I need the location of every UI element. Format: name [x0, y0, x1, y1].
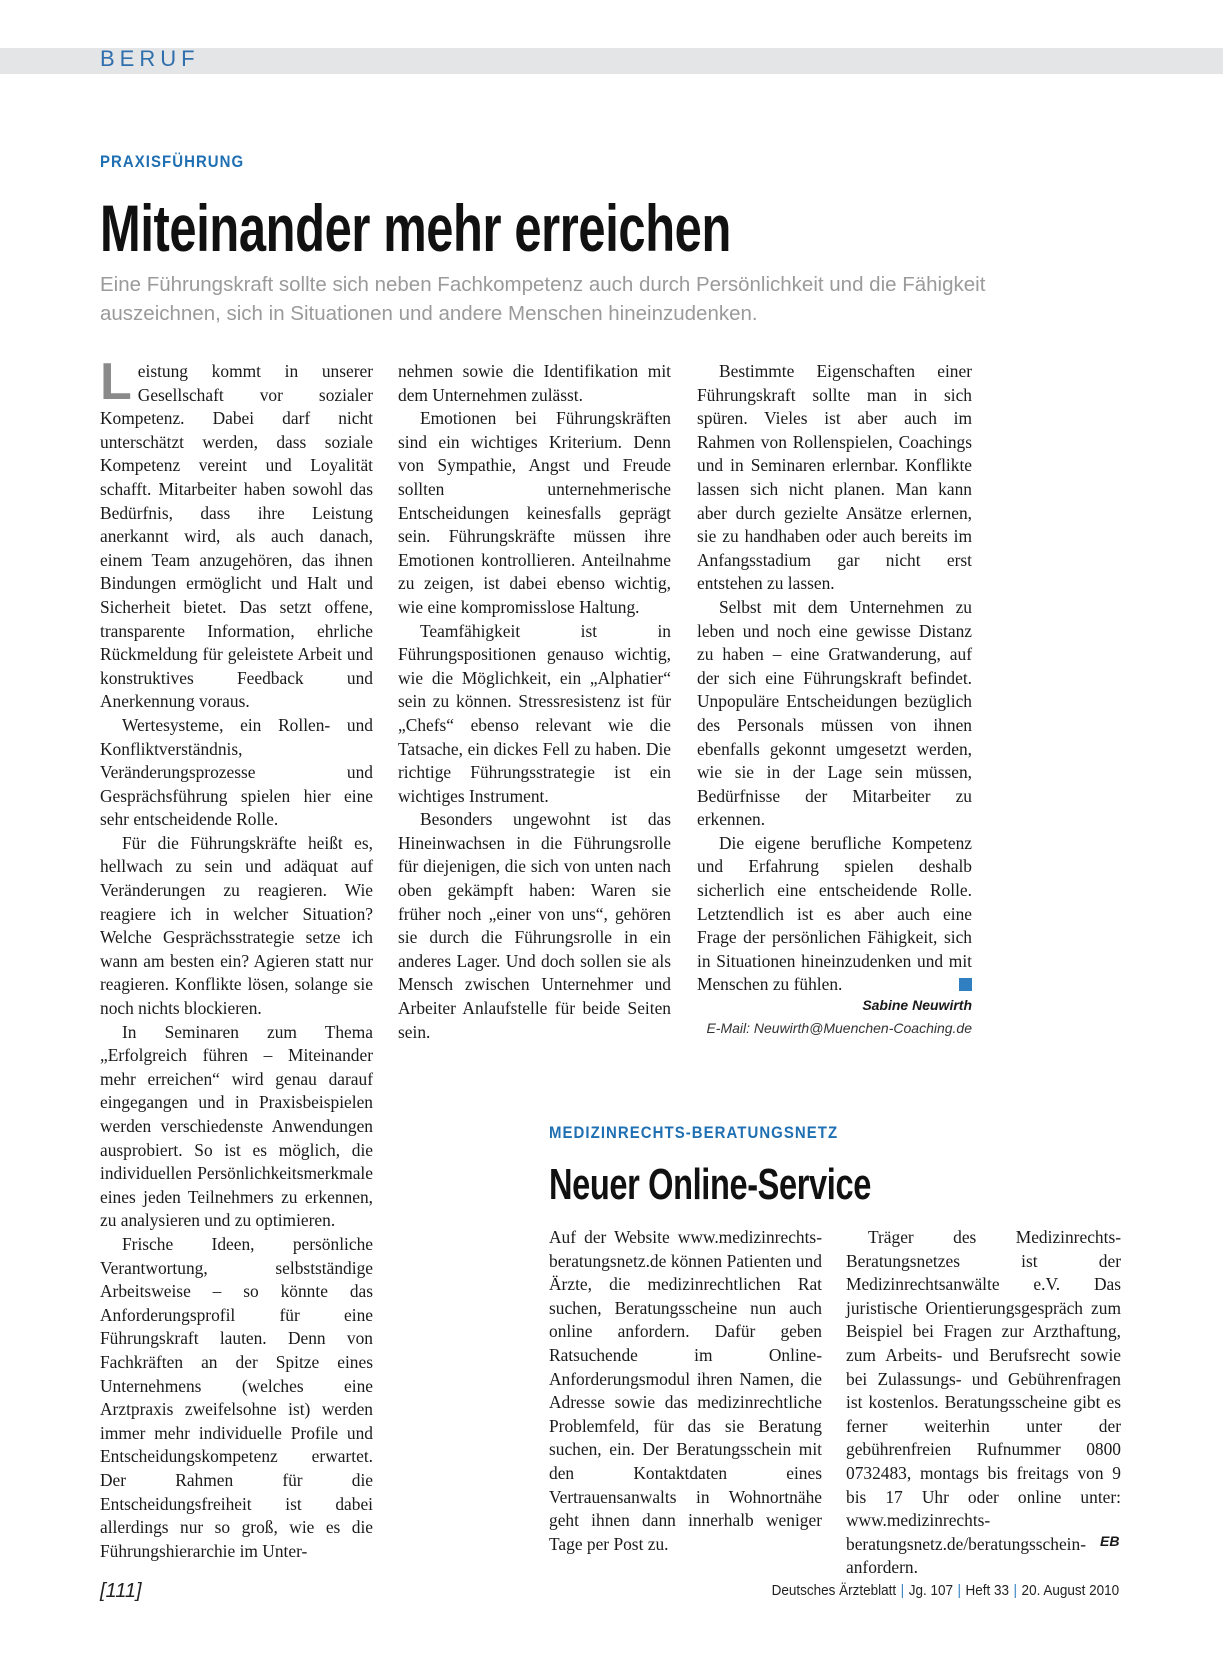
page-number: [111] [100, 1580, 142, 1602]
paragraph: Besonders ungewohnt ist das Hineinwachsen in die Führungsrolle für diejenigen, die sich von unten nach oben gekämpft haben: Waren sie früher noch „einer von uns“, gehören sie durch die Führungsrolle in ein anderes Lager. Und doch sollen sie als Mensch zwischen Unternehmer und Arbeiter Anlaufstelle für beide Seiten sein. [398, 809, 671, 1042]
issue: Heft 33 [965, 1582, 1009, 1599]
paragraph: Die eigene berufliche Kompetenz und Erfahrung spielen deshalb sicherlich eine entscheidende Rolle. Letztendlich ist es aber auch eine Frage der persönlichen Fähigkeit, sich in Situationen hineinzudenken und mit Menschen zu fühlen. [697, 832, 972, 995]
article-column-1 [100, 353, 373, 1563]
author-email: E-Mail: Neuwirth@Muenchen-Coaching.de [706, 1020, 972, 1036]
paragraph: Für die Führungskräfte heißt es, hellwach zu sein und adäquat auf Veränderungen zu reagieren. Wie reagiere ich in welcher Situation? Welche Gesprächsstrategie setze ich wann am besten ein? Agieren statt nur reagieren. Konflikte lösen, solange sie noch nichts blockieren. [100, 832, 373, 1019]
author-name: Sabine Neuwirth [862, 997, 972, 1013]
paragraph: Leistung kommt in unserer Gesellschaft vor sozialer Kompetenz. Dabei darf nicht unterschätzt werden, dass soziale Kompetenz vereint und Loyalität schafft. Mitarbeiter haben sowohl das Bedürfnis, dass ihre Leistung anerkannt wird, als auch danach, einem Team anzugehören, das ihnen Bindungen ermöglicht und Halt und Sicherheit bietet. Das setzt offene, transparente Information, ehrliche Rückmeldung für geleistete Arbeit und konstruktives Feedback und Anerkennung voraus. [100, 353, 373, 712]
journal-name: Deutsches Ärzteblatt [771, 1582, 897, 1599]
paragraph: Träger des Medizinrechts-Beratungsnetzes ist der Medizinrechtsanwälte e.V. Das juristische Orientierungsgespräch zum Beispiel bei Fragen zur Arzthaftung, zum Arbeits- und Berufsrecht sowie bei Zulassungs- und Gebührenfragen ist kostenlos. Beratungsscheine gibt es ferner weiterhin unter der gebührenfreien Rufnummer 0800 0732483, montags bis freitags von 9 bis 17 Uhr oder online unter: www.medizinrechts-beratungsnetz.de/beratungsschein-anfordern. [846, 1227, 1121, 1578]
paragraph: Frische Ideen, persönliche Verantwortung, selbstständige Arbeitsweise – so könnte das Anforderungsprofil für eine Führungskraft lauten. Denn von Fachkräften an der Spitze eines Unternehmens (welches eine Arztpraxis zweifelsohne ist) werden immer mehr individuelle Profile und Entscheidungskompetenz erwartet. Der Rahmen für die Entscheidungsfreiheit ist dabei allerdings nur so groß, wie es die Führungshierarchie im Unter- [100, 1233, 373, 1561]
article-title: Miteinander mehr erreichen [100, 191, 731, 265]
paragraph: Auf der Website www.medizinrechts-beratungsnetz.de können Patienten und Ärzte, die medizinrechtlichen Rat suchen, Beratungsscheine nun auch online anfordern. Dafür geben Ratsuchende im Online-Anforderungsmodul ihren Namen, die Adresse sowie das medizinrechtliche Problemfeld, für das sie Beratung suchen, ein. Der Beratungsschein mit den Kontaktdaten eines Vertrauensanwalts in Wohnortnähe geht ihnen dann innerhalb weniger Tage per Post zu. [549, 1227, 822, 1554]
volume: Jg. 107 [908, 1582, 953, 1599]
news-kicker: MEDIZINRECHTS-BERATUNGSNETZ [549, 1123, 839, 1142]
article-kicker: PRAXISFÜHRUNG [100, 152, 245, 171]
end-mark-icon [959, 978, 972, 991]
paragraph: nehmen sowie die Identifikation mit dem Unternehmen zulässt. [398, 361, 671, 405]
news-signature: EB [1100, 1533, 1120, 1549]
article-column-3 [697, 360, 972, 997]
news-title: Neuer Online-Service [549, 1160, 871, 1209]
news-column-2 [846, 1226, 1121, 1580]
footer-credit: Deutsches Ärzteblatt | Jg. 107 | Heft 33 | 20. August 2010 [771, 1582, 1119, 1599]
paragraph: In Seminaren zum Thema „Erfolgreich führen – Miteinander mehr erreichen“ wird genau darauf eingegangen und in Praxisbeispielen werden verschiedenste Anwendungen ausprobiert. So ist es möglich, die individuellen Persönlichkeitsmerkmale eines jeden Teilnehmers zu erkennen, zu analysieren und zu optimieren. [100, 1021, 373, 1231]
article-column-2 [398, 360, 671, 1044]
paragraph: Bestimmte Eigenschaften einer Führungskraft sollte man in sich spüren. Vieles ist aber auch im Rahmen von Rollenspielen, Coachings und in Seminaren erlernbar. Konflikte lassen sich nicht planen. Man kann aber durch gezielte Ansätze erlernen, sie zu handhaben oder auch bereits im Anfangsstadium gar nicht erst entstehen zu lassen. [697, 361, 972, 594]
news-column-1 [549, 1226, 822, 1556]
paragraph: Teamfähigkeit ist in Führungspositionen genauso wichtig, wie die Möglichkeit, ein „Alphatier“ sein zu können. Stressresistenz ist für „Chefs“ ebenso relevant wie die Tatsache, ein dickes Fell zu haben. Die richtige Führungsstrategie ist ein wichtiges Instrument. [398, 620, 671, 806]
drop-cap: L [100, 353, 132, 411]
paragraph: Wertesysteme, ein Rollen- und Konfliktverständnis, Veränderungsprozesse und Gesprächsführung spielen hier eine sehr entscheidende Rolle. [100, 714, 373, 830]
article-lead: Eine Führungskraft sollte sich neben Fachkompetenz auch durch Persönlichkeit und die Fähigkeit auszeichnen, sich in Situationen und andere Menschen hineinzudenken. [100, 273, 986, 325]
paragraph: Selbst mit dem Unternehmen zu leben und noch eine gewisse Distanz zu haben – eine Gratwanderung, auf der sich eine Führungskraft befindet. Unpopuläre Entscheidungen bezüglich des Personals müssen von ihnen ebenfalls gekonnt umgesetzt werden, wie sie in der Lage sein müssen, Bedürfnisse der Mitarbeiter zu erkennen. [697, 596, 972, 830]
paragraph: Emotionen bei Führungskräften sind ein wichtiges Kriterium. Denn von Sympathie, Angst und Freude sollten unternehmerische Entscheidungen keinesfalls geprägt sein. Führungskräfte müssen ihre Emotionen kontrollieren. Anteilnahme zu zeigen, ist dabei ebenso wichtig, wie eine kompromisslose Haltung. [398, 408, 671, 617]
section-label: BERUF [100, 46, 200, 71]
issue-date: 20. August 2010 [1021, 1582, 1119, 1599]
